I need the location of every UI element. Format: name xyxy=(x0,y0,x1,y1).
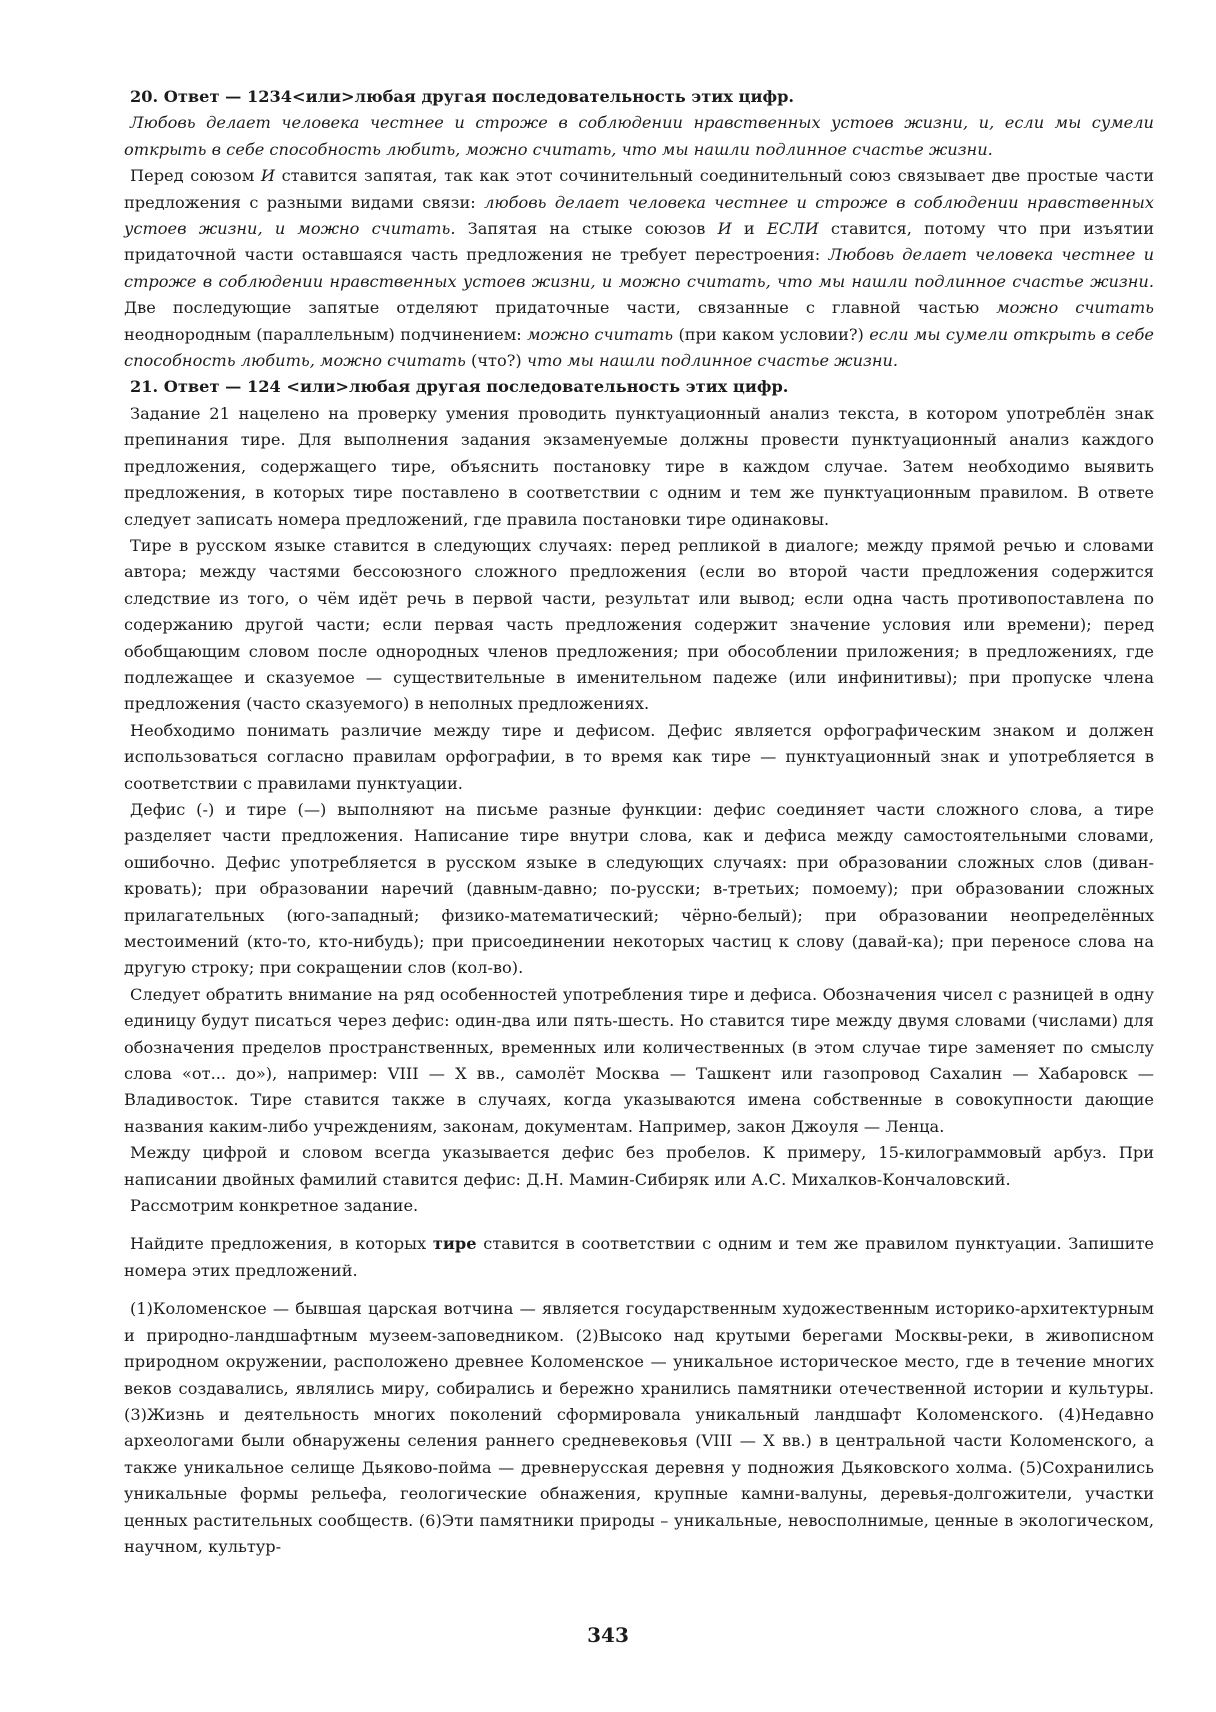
text-run: тире xyxy=(432,1234,477,1254)
text-run: Запятая на стыке союзов xyxy=(455,219,718,239)
text-run: Перед союзом xyxy=(130,166,261,186)
text-run: (при каком условии?) xyxy=(673,324,870,344)
answer-21-paragraph-3: Необходимо понимать различие между тире и дефисом. Дефис является орфографическим знаком и должен использоваться согласно правилам орфографии, в то время как тире — пунктуационный знак и употребляется в соответствии с правилами пунктуации. xyxy=(124,720,1154,793)
answer-21-paragraph-6: Между цифрой и словом всегда указывается дефис без пробелов. К примеру, 15-килограммовый арбуз. При написании двойных фамилий ставится дефис: Д.Н. Мамин-Сибиряк или А.С. Михалков-Кончаловский. xyxy=(124,1143,1154,1189)
text-run: Найдите предложения, в которых xyxy=(130,1234,433,1254)
text-run: ставится запятая, так как этот сочинительный соединительный союз связывает две простые части предложения с разными видами связи: xyxy=(124,166,1154,212)
text-run: что мы нашли подлинное счастье жизни. xyxy=(526,351,899,371)
task-text: (1)Коломенское — бывшая царская вотчина — является государственным художественным историко-архитектурным и природно-ландшафтным музеем-заповедником. (2)Высоко над крутыми берегами Москвы-реки, в живописном природном окружении, расположено древнее Коломенское — уникальное историческое место, где в течение многих веков создавались, являлись миру, собирались и бережно хранились памятники отечественной истории и культуры. (3)Жизнь и деятельность многих поколений сформировала уникальный ландшафт Коломенского. (4)Недавно археологами были обнаружены селения раннего средневековья (VIII — X вв.) в центральной части Коломенского, а также уникальное селище Дьяково-пойма — древнерусская деревня у подножия Дьяковского холма. (5)Сохранились уникальные формы рельефа, геологические обнажения, крупные камни-валуны, деревья-долгожители, участки ценных растительных сообществ. (6)Эти памятники природы – уникальные, невосполнимые, ценные в экологическом, научном, культур- xyxy=(124,1299,1154,1556)
text-run: ЕСЛИ xyxy=(766,219,819,239)
text-run: любовь делает человека честнее и строже в соблюдении нравственных устоев жизни, и можно считать. xyxy=(124,192,1155,239)
text-run: если мы сумели открыть в себе способность любить, можно считать xyxy=(124,324,1154,371)
text-run: и xyxy=(731,219,767,239)
answer-21-paragraph-7: Рассмотрим конкретное задание. xyxy=(130,1196,419,1216)
answer-20-explanation xyxy=(124,163,1154,374)
answer-20-heading: 20. Ответ — 1234<или>любая другая последовательность этих цифр. xyxy=(130,87,795,106)
answer-20-quote: Любовь делает человека честнее и строже в соблюдении нравственных устоев жизни, и, если мы сумели открыть в себе способность любить, можно считать, что мы нашли подлинное счастье жизни. xyxy=(124,113,1154,159)
task-question xyxy=(124,1231,1154,1284)
answer-21-paragraph-5: Следует обратить внимание на ряд особенностей употребления тире и дефиса. Обозначения чисел с разницей в одну единицу будут писаться через дефис: один-два или пять-шесть. Но ставится тире между двумя словами (числами) для обозначения пределов пространственных, временных или количественных (в этом случае тире заменяет по смыслу слова «от... до»), например: VIII — X вв., самолёт Москва — Ташкент или газопровод Сахалин — Хабаровск — Владивосток. Тире ставится также в случаях, когда указываются имена собственные в совокупности дающие названия каким-либо учреждениям, законам, документам. Например, закон Джоуля — Ленца. xyxy=(124,984,1154,1136)
text-run: можно считать xyxy=(527,324,674,344)
text-run: И xyxy=(260,166,276,186)
text-run: ставится в соответствии с одним и тем же правилом пунктуации. Запишите номера этих предложений. xyxy=(124,1234,1154,1280)
text-run: неоднородным (параллельным) подчинением: xyxy=(124,324,528,344)
text-run: можно считать xyxy=(996,298,1154,318)
page-number: 343 xyxy=(587,1623,629,1647)
answer-21-paragraph-4: Дефис (-) и тире (—) выполняют на письме разные функции: дефис соединяет части сложного слова, а тире разделяет части предложения. Написание тире внутри слова, как и дефиса между самостоятельными словами, ошибочно. Дефис употребляется в русском языке в следующих случаях: при образовании сложных слов (диван-кровать); при образовании наречий (давным-давно; по-русски; в-третьих; помоему); при образовании сложных прилагательных (юго-западный; физико-математический; чёрно-белый); при образовании неопределённых местоимений (кто-то, кто-нибудь); при присоединении некоторых частиц к слову (давай-ка); при переносе слова на другую строку; при сокращении слов (кол-во). xyxy=(124,799,1154,978)
text-run: (что?) xyxy=(465,351,527,371)
text-run: И xyxy=(717,219,732,239)
text-run: Любовь делает человека честнее и строже в соблюдении нравственных устоев жизни, и можно считать, что мы нашли подлинное счастье жизни. xyxy=(124,245,1154,291)
answer-21-paragraph-2: Тире в русском языке ставится в следующих случаях: перед репликой в диалоге; между прямой речью и словами автора; между частями бессоюзного сложного предложения (если во второй части предложения содержится следствие из того, о чём идёт речь в первой части, результат или вывод; если одна часть противопоставлена по содержанию другой части; если первая часть предложения содержит значение условия или времени); перед обобщающим словом после однородных членов предложения; при обособлении приложения; в предложениях, где подлежащее и сказуемое — существительные в именительном падеже (или инфинитивы); при пропуске члена предложения (часто сказуемого) в неполных предложениях. xyxy=(124,535,1154,714)
answer-21-heading: 21. Ответ — 124 <или>любая другая последовательность этих цифр. xyxy=(130,377,789,397)
text-run: ставится, потому что при изъятии придаточной части оставшаяся часть предложения не требует перестроения: xyxy=(124,219,1154,265)
text-run: Две последующие запятые отделяют придаточные части, связанные с главной частью xyxy=(124,298,997,318)
answer-21-paragraph-1: Задание 21 нацелено на проверку умения проводить пунктуационный анализ текста, в котором употреблён знак препинания тире. Для выполнения задания экзаменуемые должны провести пунктуационный анализ каждого предложения, содержащего тире, объяснить постановку тире в каждом случае. Затем необходимо выявить предложения, в которых тире поставлено в соответствии с одним и тем же пунктуационным правилом. В ответе следует записать номера предложений, где правила постановки тире одинаковы. xyxy=(124,403,1154,529)
